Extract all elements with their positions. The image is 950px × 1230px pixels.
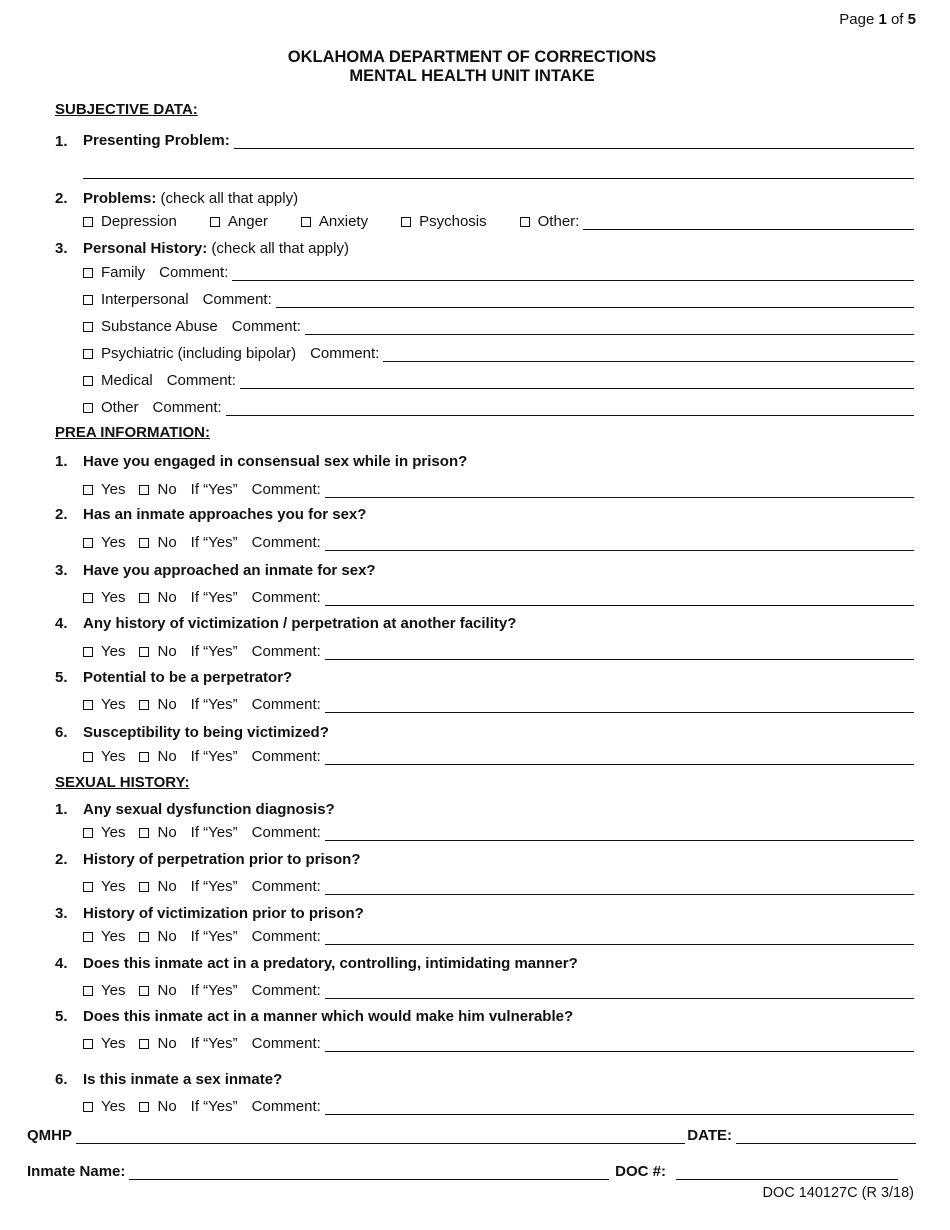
history-option[interactable]: Other xyxy=(83,399,139,416)
if-yes-label: If “Yes” xyxy=(190,982,238,999)
comment-label: Comment: xyxy=(159,264,229,281)
checkbox[interactable] xyxy=(83,349,93,359)
q-number: 2. xyxy=(55,851,68,868)
if-yes-label: If “Yes” xyxy=(190,481,238,498)
option-yes[interactable]: Yes xyxy=(83,928,125,945)
option-no[interactable]: No xyxy=(139,1035,176,1052)
comment-label: Comment: xyxy=(251,928,321,945)
option-other[interactable]: Other: xyxy=(520,213,580,230)
comment-label: Comment: xyxy=(251,748,321,765)
option-psychosis[interactable]: Psychosis xyxy=(401,213,487,230)
if-yes-label: If “Yes” xyxy=(190,824,238,841)
option-yes[interactable]: Yes xyxy=(83,696,125,713)
option-yes[interactable]: Yes xyxy=(83,1035,125,1052)
q-number: 5. xyxy=(55,669,68,686)
checkbox-psychosis[interactable] xyxy=(401,217,411,227)
option-no[interactable]: No xyxy=(139,748,176,765)
comment-label: Comment: xyxy=(231,318,301,335)
q-number: 6. xyxy=(55,724,68,741)
history-option[interactable]: Interpersonal xyxy=(83,291,189,308)
comment-label: Comment: xyxy=(251,589,321,606)
comment-field[interactable] xyxy=(325,483,914,498)
comment-label: Comment: xyxy=(310,345,380,362)
checkbox-no[interactable] xyxy=(139,1102,149,1112)
option-yes[interactable]: Yes xyxy=(83,982,125,999)
if-yes-label: If “Yes” xyxy=(190,748,238,765)
problems-label: Problems: (check all that apply) xyxy=(83,190,299,207)
comment-label: Comment: xyxy=(152,399,222,416)
date-field[interactable] xyxy=(736,1129,916,1144)
comment-field[interactable] xyxy=(325,930,914,945)
qmhp-field[interactable] xyxy=(76,1129,685,1144)
checkbox-no[interactable] xyxy=(139,882,149,892)
option-anger[interactable]: Anger xyxy=(210,213,268,230)
page-number: Page 1 of 5 xyxy=(839,11,916,28)
checkbox-anger[interactable] xyxy=(210,217,220,227)
checkbox-depression[interactable] xyxy=(83,217,93,227)
answer-row xyxy=(83,1032,914,1052)
inmate-name-label: Inmate Name: xyxy=(27,1163,126,1180)
date-label: DATE: xyxy=(687,1127,732,1144)
if-yes-label: If “Yes” xyxy=(190,1098,238,1115)
checkbox-no[interactable] xyxy=(139,932,149,942)
sexual-history-heading: SEXUAL HISTORY: xyxy=(55,774,190,791)
question-text: Has an inmate approaches you for sex? xyxy=(83,506,367,523)
checkbox[interactable] xyxy=(83,403,93,413)
checkbox-no[interactable] xyxy=(139,828,149,838)
form-code: DOC 140127C (R 3/18) xyxy=(762,1185,914,1201)
q-number: 4. xyxy=(55,615,68,632)
answer-row xyxy=(83,1095,914,1115)
option-no[interactable]: No xyxy=(139,928,176,945)
if-yes-label: If “Yes” xyxy=(190,1035,238,1052)
question-text: Susceptibility to being victimized? xyxy=(83,724,329,741)
question-text: Potential to be a perpetrator? xyxy=(83,669,293,686)
option-depression[interactable]: Depression xyxy=(83,213,177,230)
checkbox-no[interactable] xyxy=(139,986,149,996)
if-yes-label: If “Yes” xyxy=(190,643,238,660)
option-no[interactable]: No xyxy=(139,696,176,713)
prea-heading: PREA INFORMATION: xyxy=(55,424,210,441)
option-no[interactable]: No xyxy=(139,589,176,606)
option-anxiety[interactable]: Anxiety xyxy=(301,213,368,230)
option-yes[interactable]: Yes xyxy=(83,481,125,498)
personal-history-label: Personal History: (check all that apply) xyxy=(83,240,349,257)
question-text: History of perpetration prior to prison? xyxy=(83,851,361,868)
inmate-name-field[interactable] xyxy=(129,1165,609,1180)
if-yes-label: If “Yes” xyxy=(190,589,238,606)
option-no[interactable]: No xyxy=(139,982,176,999)
option-yes[interactable]: Yes xyxy=(83,643,125,660)
comment-field[interactable] xyxy=(325,591,914,606)
if-yes-label: If “Yes” xyxy=(190,928,238,945)
comment-field[interactable] xyxy=(325,698,914,713)
q-number: 6. xyxy=(55,1071,68,1088)
checkbox-no[interactable] xyxy=(139,1039,149,1049)
presenting-problem-label: Presenting Problem: xyxy=(83,132,230,149)
answer-row xyxy=(83,821,914,841)
history-option[interactable]: Medical xyxy=(83,372,153,389)
if-yes-label: If “Yes” xyxy=(190,878,238,895)
comment-field[interactable] xyxy=(226,401,914,416)
comment-label: Comment: xyxy=(251,534,321,551)
checkbox-anxiety[interactable] xyxy=(301,217,311,227)
history-row-substance-abuse xyxy=(83,315,914,335)
comment-label: Comment: xyxy=(202,291,272,308)
doc-number-field[interactable] xyxy=(676,1165,898,1180)
checkbox[interactable] xyxy=(83,322,93,332)
question-text: Does this inmate act in a predatory, controlling, intimidating manner? xyxy=(83,955,578,972)
question-text: Does this inmate act in a manner which would make him vulnerable? xyxy=(83,1008,574,1025)
presenting-problem-field-line2[interactable] xyxy=(83,178,914,179)
history-option[interactable]: Psychiatric (including bipolar) xyxy=(83,345,296,362)
checkbox-yes[interactable] xyxy=(83,986,93,996)
checkbox[interactable] xyxy=(83,295,93,305)
checkbox-no[interactable] xyxy=(139,485,149,495)
question-text: Any sexual dysfunction diagnosis? xyxy=(83,801,335,818)
presenting-problem-field[interactable] xyxy=(234,134,914,149)
comment-field[interactable] xyxy=(325,984,914,999)
option-no[interactable]: No xyxy=(139,534,176,551)
comment-field[interactable] xyxy=(276,293,914,308)
presenting-problem-row xyxy=(83,129,914,149)
q-number: 2. xyxy=(55,190,68,207)
comment-label: Comment: xyxy=(251,643,321,660)
comment-field[interactable] xyxy=(232,266,914,281)
history-row-other xyxy=(83,396,914,416)
option-yes[interactable]: Yes xyxy=(83,589,125,606)
checkbox-yes[interactable] xyxy=(83,1039,93,1049)
checkbox-no[interactable] xyxy=(139,593,149,603)
q-number: 1. xyxy=(55,133,68,150)
other-problem-field[interactable] xyxy=(583,215,914,230)
question-text: History of victimization prior to prison? xyxy=(83,905,364,922)
option-no[interactable]: No xyxy=(139,1098,176,1115)
history-row-medical xyxy=(83,369,914,389)
question-text: Have you approached an inmate for sex? xyxy=(83,562,376,579)
checkbox-no[interactable] xyxy=(139,700,149,710)
comment-field[interactable] xyxy=(325,645,914,660)
history-row-interpersonal xyxy=(83,288,914,308)
checkbox-yes[interactable] xyxy=(83,538,93,548)
checkbox-yes[interactable] xyxy=(83,828,93,838)
comment-field[interactable] xyxy=(325,880,914,895)
checkbox-no[interactable] xyxy=(139,752,149,762)
answer-row xyxy=(83,640,914,660)
subjective-heading: SUBJECTIVE DATA: xyxy=(55,101,198,118)
option-yes[interactable]: Yes xyxy=(83,824,125,841)
checkbox-no[interactable] xyxy=(139,647,149,657)
q-number: 2. xyxy=(55,506,68,523)
checkbox-no[interactable] xyxy=(139,538,149,548)
answer-row xyxy=(83,745,914,765)
checkbox-yes[interactable] xyxy=(83,485,93,495)
q-number: 3. xyxy=(55,562,68,579)
option-no[interactable]: No xyxy=(139,824,176,841)
option-yes[interactable]: Yes xyxy=(83,748,125,765)
option-no[interactable]: No xyxy=(139,643,176,660)
comment-label: Comment: xyxy=(251,1098,321,1115)
comment-label: Comment: xyxy=(251,982,321,999)
comment-field[interactable] xyxy=(325,1100,914,1115)
comment-field[interactable] xyxy=(325,750,914,765)
comment-label: Comment: xyxy=(251,824,321,841)
checkbox-yes[interactable] xyxy=(83,882,93,892)
option-yes[interactable]: Yes xyxy=(83,1098,125,1115)
checkbox[interactable] xyxy=(83,268,93,278)
comment-label: Comment: xyxy=(251,696,321,713)
history-row-family xyxy=(83,261,914,281)
option-no[interactable]: No xyxy=(139,481,176,498)
answer-row xyxy=(83,875,914,895)
history-row-psychiatric xyxy=(83,342,914,362)
q-number: 5. xyxy=(55,1008,68,1025)
question-text: Is this inmate a sex inmate? xyxy=(83,1071,283,1088)
history-option[interactable]: Substance Abuse xyxy=(83,318,218,335)
comment-field[interactable] xyxy=(383,347,914,362)
checkbox-yes[interactable] xyxy=(83,647,93,657)
comment-field[interactable] xyxy=(325,826,914,841)
form-title: MENTAL HEALTH UNIT INTAKE xyxy=(349,67,595,85)
q-number: 3. xyxy=(55,905,68,922)
inmate-row xyxy=(27,1160,898,1180)
comment-label: Comment: xyxy=(251,878,321,895)
checkbox-yes[interactable] xyxy=(83,932,93,942)
comment-field[interactable] xyxy=(240,374,914,389)
question-text: Have you engaged in consensual sex while in prison? xyxy=(83,453,468,470)
checkbox-yes[interactable] xyxy=(83,700,93,710)
answer-row xyxy=(83,979,914,999)
q-number: 3. xyxy=(55,240,68,257)
comment-label: Comment: xyxy=(251,481,321,498)
checkbox-other[interactable] xyxy=(520,217,530,227)
comment-field[interactable] xyxy=(305,320,914,335)
option-yes[interactable]: Yes xyxy=(83,534,125,551)
comment-field[interactable] xyxy=(325,536,914,551)
history-option[interactable]: Family xyxy=(83,264,145,281)
option-no[interactable]: No xyxy=(139,878,176,895)
checkbox-yes[interactable] xyxy=(83,593,93,603)
comment-label: Comment: xyxy=(166,372,236,389)
comment-label: Comment: xyxy=(251,1035,321,1052)
if-yes-label: If “Yes” xyxy=(190,534,238,551)
checkbox[interactable] xyxy=(83,376,93,386)
option-yes[interactable]: Yes xyxy=(83,878,125,895)
form-title-agency: OKLAHOMA DEPARTMENT OF CORRECTIONS xyxy=(287,48,657,66)
q-number: 4. xyxy=(55,955,68,972)
checkbox-yes[interactable] xyxy=(83,1102,93,1112)
doc-number-label: DOC #: xyxy=(615,1163,666,1180)
problems-options-row xyxy=(83,210,914,230)
q-number: 1. xyxy=(55,453,68,470)
answer-row xyxy=(83,478,914,498)
answer-row xyxy=(83,693,914,713)
question-text: Any history of victimization / perpetration at another facility? xyxy=(83,615,517,632)
answer-row xyxy=(83,586,914,606)
qmhp-row xyxy=(27,1124,916,1144)
comment-field[interactable] xyxy=(325,1037,914,1052)
if-yes-label: If “Yes” xyxy=(190,696,238,713)
answer-row xyxy=(83,531,914,551)
qmhp-label: QMHP xyxy=(27,1127,72,1144)
answer-row xyxy=(83,925,914,945)
q-number: 1. xyxy=(55,801,68,818)
checkbox-yes[interactable] xyxy=(83,752,93,762)
